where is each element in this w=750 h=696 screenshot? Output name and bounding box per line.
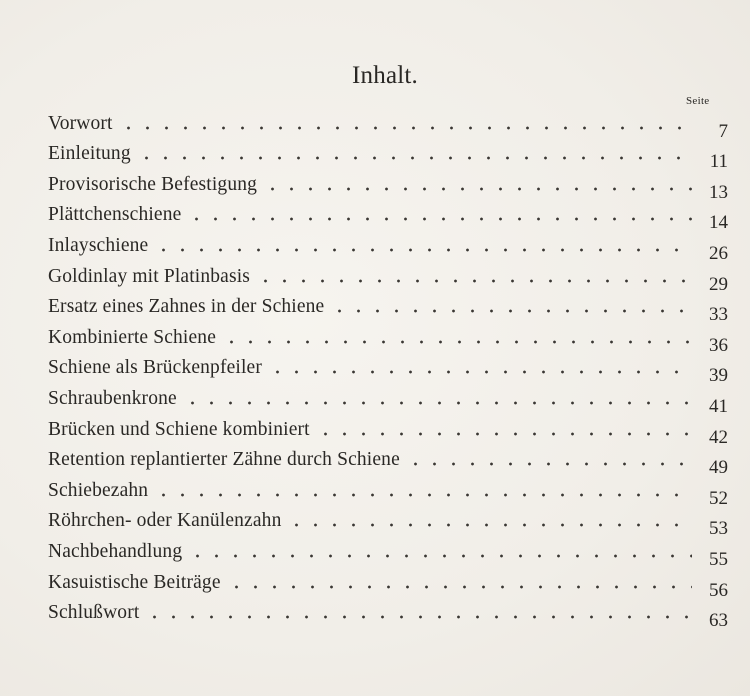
toc-entry-label: Kombinierte Schiene bbox=[48, 326, 217, 348]
toc-page-number: 26 bbox=[709, 242, 728, 264]
toc-row bbox=[48, 169, 728, 203]
toc-entry-label: Schraubenkrone bbox=[48, 387, 177, 409]
toc-entry-label: Einleitung bbox=[48, 143, 131, 165]
toc-row bbox=[48, 322, 728, 356]
toc-entry-label: Plättchenschiene bbox=[48, 204, 182, 226]
toc-row bbox=[48, 108, 728, 142]
dot-leader bbox=[154, 248, 692, 252]
dot-leader bbox=[263, 187, 692, 191]
dot-leader bbox=[406, 462, 692, 466]
dot-leader bbox=[154, 493, 692, 497]
toc-entry-label: Vorwort bbox=[48, 112, 113, 134]
toc-entry-label: Nachbehandlung bbox=[48, 540, 183, 562]
toc-entry-label: Ersatz eines Zahnes in der Schiene bbox=[48, 296, 325, 318]
toc-page-number: 41 bbox=[709, 395, 728, 417]
toc-page-number: 29 bbox=[709, 273, 728, 295]
toc-page-number: 36 bbox=[709, 334, 728, 356]
toc-page-number: 55 bbox=[709, 548, 728, 570]
dot-leader bbox=[188, 554, 692, 558]
toc-row bbox=[48, 414, 728, 448]
dot-leader bbox=[227, 585, 692, 589]
dot-leader bbox=[316, 432, 692, 436]
toc-entry-label: Schiebezahn bbox=[48, 479, 149, 501]
page-column-label: Seite bbox=[686, 95, 710, 107]
toc-row bbox=[48, 383, 728, 417]
toc-row bbox=[48, 598, 728, 632]
toc-row bbox=[48, 475, 728, 509]
toc-page-number: 63 bbox=[709, 610, 728, 632]
toc-row bbox=[48, 353, 728, 387]
toc-entry-label: Brücken und Schiene kombiniert bbox=[48, 418, 310, 440]
toc-page-number: 14 bbox=[709, 212, 728, 234]
toc-page-number: 53 bbox=[709, 518, 728, 540]
toc-page-number: 56 bbox=[709, 579, 728, 601]
toc-entry-label: Provisorische Befestigung bbox=[48, 173, 258, 195]
dot-leader bbox=[330, 309, 692, 313]
toc-row bbox=[48, 567, 728, 601]
toc-page-number: 42 bbox=[709, 426, 728, 448]
toc-row bbox=[48, 139, 728, 173]
toc-page-number: 11 bbox=[709, 151, 728, 173]
dot-leader bbox=[268, 370, 692, 374]
toc-page-number: 49 bbox=[709, 457, 728, 479]
toc-page-number: 33 bbox=[709, 304, 728, 326]
toc-entry-label: Inlayschiene bbox=[48, 234, 149, 256]
toc-page-number: 52 bbox=[709, 487, 728, 509]
toc-entry-label: Goldinlay mit Platinbasis bbox=[48, 265, 250, 287]
dot-leader bbox=[183, 401, 692, 405]
toc-row bbox=[48, 445, 728, 479]
toc-entry-label: Kasuistische Beiträge bbox=[48, 571, 221, 593]
toc-entry-label: Schiene als Brückenpfeiler bbox=[48, 357, 262, 379]
toc-page-number: 39 bbox=[709, 365, 728, 387]
toc-row bbox=[48, 230, 728, 264]
table-of-contents bbox=[48, 108, 728, 632]
toc-page-number: 7 bbox=[718, 120, 728, 142]
dot-leader bbox=[222, 340, 692, 344]
toc-entry-label: Schlußwort bbox=[48, 602, 140, 624]
dot-leader bbox=[137, 156, 692, 160]
toc-row bbox=[48, 506, 728, 540]
toc-row bbox=[48, 292, 728, 326]
dot-leader bbox=[145, 615, 692, 619]
dot-leader bbox=[187, 217, 692, 221]
page-title: Inhalt. bbox=[352, 62, 418, 89]
toc-page-number: 13 bbox=[709, 181, 728, 203]
toc-row bbox=[48, 261, 728, 295]
toc-row bbox=[48, 536, 728, 570]
dot-leader bbox=[287, 523, 692, 527]
dot-leader bbox=[119, 126, 692, 130]
toc-entry-label: Retention replantierter Zähne durch Schiene bbox=[48, 449, 400, 471]
toc-entry-label: Röhrchen- oder Kanülenzahn bbox=[48, 510, 282, 532]
dot-leader bbox=[256, 279, 692, 283]
toc-row bbox=[48, 200, 728, 234]
